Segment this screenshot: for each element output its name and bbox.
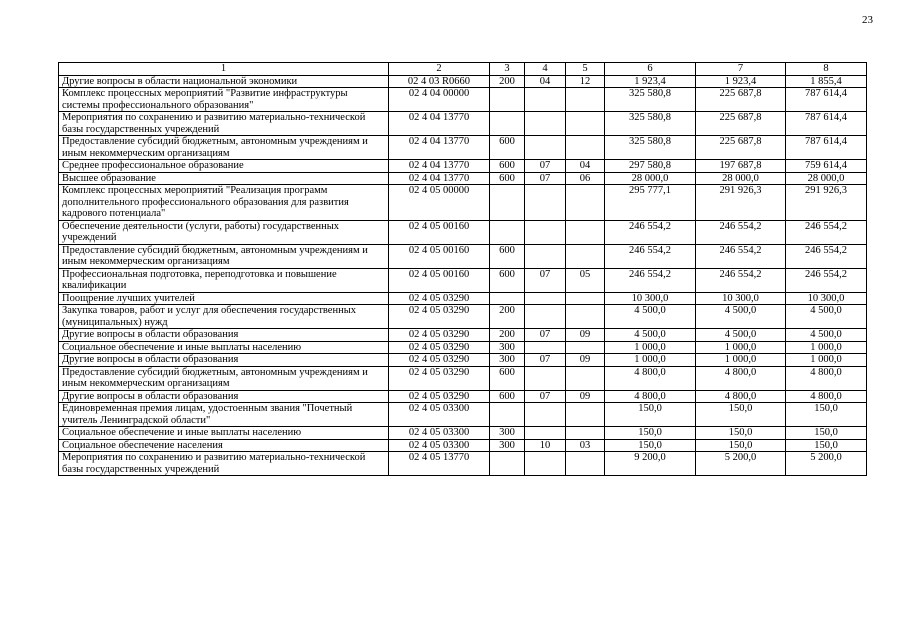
target-code-cell: 02 4 05 03290 xyxy=(389,341,490,354)
row-name-cell: Обеспечение деятельности (услуги, работы) государственных учреждений xyxy=(59,220,389,244)
amount-cell: 1 000,0 xyxy=(605,341,696,354)
subsection-cell xyxy=(566,452,605,476)
table-row xyxy=(59,136,867,160)
amount-cell: 787 614,4 xyxy=(786,136,867,160)
target-code-cell: 02 4 05 13770 xyxy=(389,452,490,476)
row-name-cell: Закупка товаров, работ и услуг для обеспечения государственных (муниципальных) нужд xyxy=(59,305,389,329)
row-name-cell: Высшее образование xyxy=(59,172,389,185)
amount-cell: 28 000,0 xyxy=(696,172,786,185)
header-cell: 1 xyxy=(59,63,389,76)
row-name-cell: Предоставление субсидий бюджетным, автономным учреждениям и иным некоммерческим организациям xyxy=(59,244,389,268)
table-row xyxy=(59,341,867,354)
amount-cell: 4 800,0 xyxy=(605,390,696,403)
amount-cell: 4 500,0 xyxy=(786,329,867,342)
target-code-cell: 02 4 04 13770 xyxy=(389,160,490,173)
target-code-cell: 02 4 05 03290 xyxy=(389,305,490,329)
header-row xyxy=(59,63,867,76)
target-code-cell: 02 4 04 13770 xyxy=(389,136,490,160)
row-name-cell: Профессиональная подготовка, переподготовка и повышение квалификации xyxy=(59,268,389,292)
amount-cell: 10 300,0 xyxy=(696,292,786,305)
section-cell xyxy=(525,220,566,244)
amount-cell: 225 687,8 xyxy=(696,88,786,112)
subsection-cell xyxy=(566,112,605,136)
amount-cell: 246 554,2 xyxy=(696,244,786,268)
amount-cell: 150,0 xyxy=(696,403,786,427)
section-cell: 10 xyxy=(525,439,566,452)
target-code-cell: 02 4 05 00000 xyxy=(389,185,490,221)
amount-cell: 246 554,2 xyxy=(605,268,696,292)
row-name-cell: Единовременная премия лицам, удостоенным звания "Почетный учитель Ленинградской области" xyxy=(59,403,389,427)
expense-type-cell: 600 xyxy=(490,136,525,160)
target-code-cell: 02 4 05 03290 xyxy=(389,390,490,403)
amount-cell: 150,0 xyxy=(605,439,696,452)
section-cell: 07 xyxy=(525,329,566,342)
amount-cell: 150,0 xyxy=(786,439,867,452)
target-code-cell: 02 4 05 00160 xyxy=(389,220,490,244)
amount-cell: 1 000,0 xyxy=(696,341,786,354)
expense-type-cell: 600 xyxy=(490,366,525,390)
expense-type-cell: 300 xyxy=(490,341,525,354)
target-code-cell: 02 4 05 03290 xyxy=(389,329,490,342)
amount-cell: 5 200,0 xyxy=(786,452,867,476)
amount-cell: 325 580,8 xyxy=(605,88,696,112)
table-row xyxy=(59,244,867,268)
table-row xyxy=(59,88,867,112)
amount-cell: 246 554,2 xyxy=(786,244,867,268)
expense-type-cell: 300 xyxy=(490,427,525,440)
amount-cell: 291 926,3 xyxy=(696,185,786,221)
subsection-cell: 09 xyxy=(566,329,605,342)
amount-cell: 246 554,2 xyxy=(786,220,867,244)
row-name-cell: Социальное обеспечение и иные выплаты населению xyxy=(59,427,389,440)
amount-cell: 325 580,8 xyxy=(605,136,696,160)
table-row xyxy=(59,75,867,88)
table-row xyxy=(59,329,867,342)
header-cell: 2 xyxy=(389,63,490,76)
target-code-cell: 02 4 04 00000 xyxy=(389,88,490,112)
amount-cell: 10 300,0 xyxy=(605,292,696,305)
target-code-cell: 02 4 05 03300 xyxy=(389,403,490,427)
table-row xyxy=(59,390,867,403)
amount-cell: 1 000,0 xyxy=(786,354,867,367)
section-cell xyxy=(525,403,566,427)
target-code-cell: 02 4 05 00160 xyxy=(389,268,490,292)
amount-cell: 150,0 xyxy=(605,403,696,427)
table-row xyxy=(59,354,867,367)
table-row xyxy=(59,366,867,390)
subsection-cell xyxy=(566,136,605,160)
section-cell xyxy=(525,88,566,112)
row-name-cell: Другие вопросы в области национальной экономики xyxy=(59,75,389,88)
subsection-cell xyxy=(566,403,605,427)
table-row xyxy=(59,292,867,305)
subsection-cell xyxy=(566,88,605,112)
amount-cell: 4 500,0 xyxy=(786,305,867,329)
row-name-cell: Комплекс процессных мероприятий "Реализация программ дополнительного профессионального образования для развития кадрового потенциала" xyxy=(59,185,389,221)
table-row xyxy=(59,160,867,173)
expense-type-cell xyxy=(490,452,525,476)
header-cell: 5 xyxy=(566,63,605,76)
amount-cell: 325 580,8 xyxy=(605,112,696,136)
amount-cell: 246 554,2 xyxy=(605,220,696,244)
expense-type-cell xyxy=(490,185,525,221)
row-name-cell: Предоставление субсидий бюджетным, автономным учреждениям и иным некоммерческим организациям xyxy=(59,366,389,390)
amount-cell: 4 500,0 xyxy=(696,305,786,329)
row-name-cell: Предоставление субсидий бюджетным, автономным учреждениям и иным некоммерческим организациям xyxy=(59,136,389,160)
target-code-cell: 02 4 05 00160 xyxy=(389,244,490,268)
amount-cell: 295 777,1 xyxy=(605,185,696,221)
header-cell: 8 xyxy=(786,63,867,76)
table-row xyxy=(59,452,867,476)
section-cell xyxy=(525,292,566,305)
subsection-cell: 09 xyxy=(566,390,605,403)
section-cell: 07 xyxy=(525,354,566,367)
table-header xyxy=(59,63,867,76)
section-cell xyxy=(525,244,566,268)
header-cell: 4 xyxy=(525,63,566,76)
subsection-cell: 05 xyxy=(566,268,605,292)
section-cell xyxy=(525,427,566,440)
section-cell: 07 xyxy=(525,268,566,292)
subsection-cell xyxy=(566,185,605,221)
table-row xyxy=(59,268,867,292)
amount-cell: 291 926,3 xyxy=(786,185,867,221)
header-cell: 3 xyxy=(490,63,525,76)
row-name-cell: Социальное обеспечение и иные выплаты населению xyxy=(59,341,389,354)
amount-cell: 10 300,0 xyxy=(786,292,867,305)
subsection-cell xyxy=(566,427,605,440)
expense-type-cell xyxy=(490,88,525,112)
subsection-cell: 09 xyxy=(566,354,605,367)
row-name-cell: Комплекс процессных мероприятий "Развитие инфраструктуры системы профессионального образования" xyxy=(59,88,389,112)
expense-type-cell: 200 xyxy=(490,329,525,342)
row-name-cell: Мероприятия по сохранению и развитию материально-технической базы государственных учреждений xyxy=(59,452,389,476)
section-cell xyxy=(525,136,566,160)
section-cell: 07 xyxy=(525,390,566,403)
expense-type-cell: 200 xyxy=(490,75,525,88)
section-cell xyxy=(525,305,566,329)
amount-cell: 5 200,0 xyxy=(696,452,786,476)
amount-cell: 197 687,8 xyxy=(696,160,786,173)
amount-cell: 297 580,8 xyxy=(605,160,696,173)
subsection-cell: 03 xyxy=(566,439,605,452)
target-code-cell: 02 4 05 03300 xyxy=(389,439,490,452)
section-cell xyxy=(525,366,566,390)
subsection-cell xyxy=(566,366,605,390)
subsection-cell xyxy=(566,244,605,268)
subsection-cell xyxy=(566,341,605,354)
expense-type-cell: 300 xyxy=(490,354,525,367)
amount-cell: 4 500,0 xyxy=(605,329,696,342)
table-body xyxy=(59,75,867,476)
table-row xyxy=(59,439,867,452)
row-name-cell: Другие вопросы в области образования xyxy=(59,390,389,403)
amount-cell: 246 554,2 xyxy=(696,220,786,244)
subsection-cell: 06 xyxy=(566,172,605,185)
expense-type-cell: 600 xyxy=(490,390,525,403)
expense-type-cell: 600 xyxy=(490,160,525,173)
section-cell: 07 xyxy=(525,172,566,185)
section-cell: 04 xyxy=(525,75,566,88)
amount-cell: 4 800,0 xyxy=(786,366,867,390)
budget-table xyxy=(58,62,867,476)
table-row xyxy=(59,112,867,136)
section-cell xyxy=(525,452,566,476)
amount-cell: 4 500,0 xyxy=(605,305,696,329)
target-code-cell: 02 4 05 03290 xyxy=(389,366,490,390)
row-name-cell: Социальное обеспечение населения xyxy=(59,439,389,452)
amount-cell: 787 614,4 xyxy=(786,88,867,112)
header-cell: 6 xyxy=(605,63,696,76)
row-name-cell: Поощрение лучших учителей xyxy=(59,292,389,305)
row-name-cell: Мероприятия по сохранению и развитию материально-технической базы государственных учреждений xyxy=(59,112,389,136)
target-code-cell: 02 4 05 03290 xyxy=(389,354,490,367)
amount-cell: 28 000,0 xyxy=(786,172,867,185)
amount-cell: 150,0 xyxy=(786,427,867,440)
amount-cell: 4 500,0 xyxy=(696,329,786,342)
expense-type-cell: 600 xyxy=(490,244,525,268)
amount-cell: 9 200,0 xyxy=(605,452,696,476)
amount-cell: 28 000,0 xyxy=(605,172,696,185)
table-row xyxy=(59,305,867,329)
amount-cell: 246 554,2 xyxy=(786,268,867,292)
amount-cell: 150,0 xyxy=(696,439,786,452)
table-row xyxy=(59,427,867,440)
subsection-cell xyxy=(566,220,605,244)
amount-cell: 787 614,4 xyxy=(786,112,867,136)
amount-cell: 1 000,0 xyxy=(786,341,867,354)
amount-cell: 150,0 xyxy=(696,427,786,440)
expense-type-cell: 600 xyxy=(490,172,525,185)
row-name-cell: Другие вопросы в области образования xyxy=(59,329,389,342)
target-code-cell: 02 4 05 03300 xyxy=(389,427,490,440)
expense-type-cell: 300 xyxy=(490,439,525,452)
header-cell: 7 xyxy=(696,63,786,76)
amount-cell: 4 800,0 xyxy=(696,390,786,403)
expense-type-cell xyxy=(490,220,525,244)
section-cell xyxy=(525,185,566,221)
table-row xyxy=(59,185,867,221)
subsection-cell xyxy=(566,292,605,305)
amount-cell: 4 800,0 xyxy=(696,366,786,390)
table-row xyxy=(59,172,867,185)
amount-cell: 225 687,8 xyxy=(696,136,786,160)
expense-type-cell xyxy=(490,292,525,305)
table-row xyxy=(59,220,867,244)
amount-cell: 1 000,0 xyxy=(605,354,696,367)
target-code-cell: 02 4 03 R0660 xyxy=(389,75,490,88)
amount-cell: 150,0 xyxy=(605,427,696,440)
page-number: 23 xyxy=(862,14,873,26)
section-cell xyxy=(525,341,566,354)
section-cell xyxy=(525,112,566,136)
amount-cell: 1 000,0 xyxy=(696,354,786,367)
amount-cell: 1 923,4 xyxy=(605,75,696,88)
expense-type-cell: 600 xyxy=(490,268,525,292)
expense-type-cell: 200 xyxy=(490,305,525,329)
subsection-cell: 12 xyxy=(566,75,605,88)
amount-cell: 1 923,4 xyxy=(696,75,786,88)
amount-cell: 225 687,8 xyxy=(696,112,786,136)
subsection-cell xyxy=(566,305,605,329)
amount-cell: 4 800,0 xyxy=(786,390,867,403)
target-code-cell: 02 4 04 13770 xyxy=(389,112,490,136)
amount-cell: 4 800,0 xyxy=(605,366,696,390)
expense-type-cell xyxy=(490,112,525,136)
target-code-cell: 02 4 05 03290 xyxy=(389,292,490,305)
subsection-cell: 04 xyxy=(566,160,605,173)
table-row xyxy=(59,403,867,427)
target-code-cell: 02 4 04 13770 xyxy=(389,172,490,185)
row-name-cell: Другие вопросы в области образования xyxy=(59,354,389,367)
amount-cell: 150,0 xyxy=(786,403,867,427)
amount-cell: 246 554,2 xyxy=(696,268,786,292)
amount-cell: 759 614,4 xyxy=(786,160,867,173)
section-cell: 07 xyxy=(525,160,566,173)
expense-type-cell xyxy=(490,403,525,427)
amount-cell: 246 554,2 xyxy=(605,244,696,268)
amount-cell: 1 855,4 xyxy=(786,75,867,88)
row-name-cell: Среднее профессиональное образование xyxy=(59,160,389,173)
